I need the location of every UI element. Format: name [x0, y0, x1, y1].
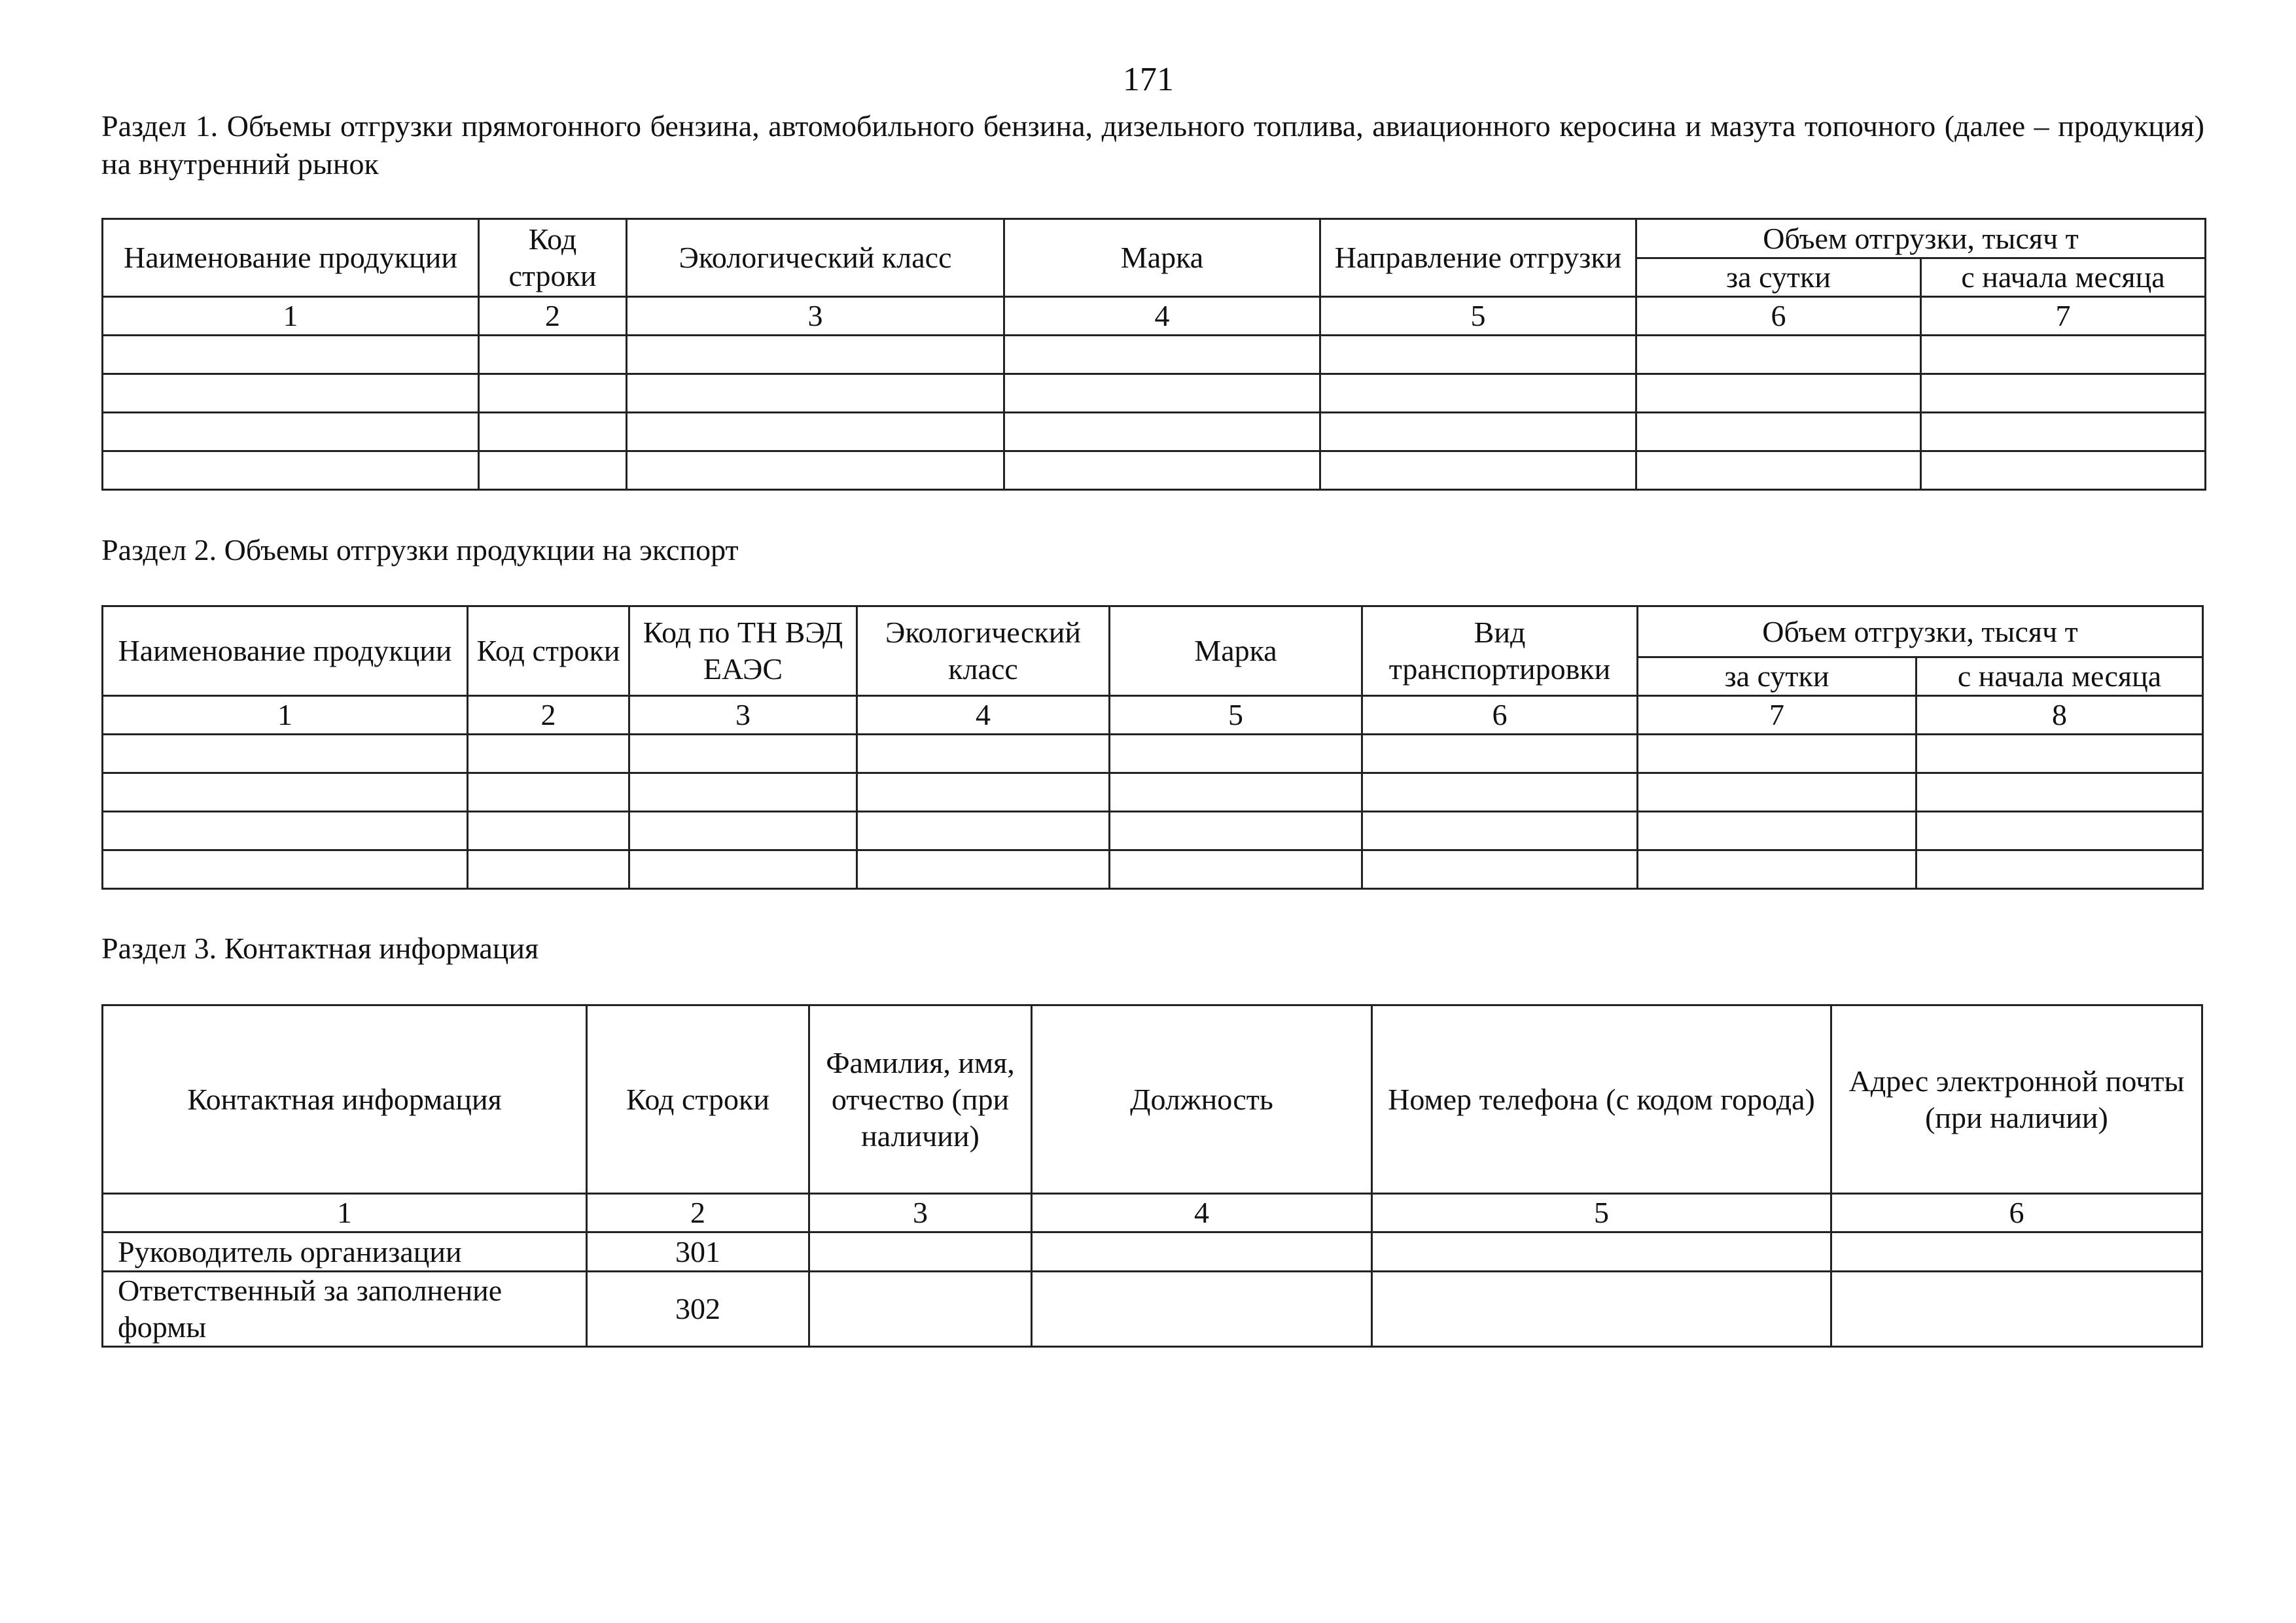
table-cell[interactable]	[1831, 1272, 2202, 1347]
table-cell[interactable]	[1362, 735, 1638, 773]
table-cell[interactable]	[1921, 451, 2206, 490]
header-position: Должность	[1032, 1005, 1372, 1194]
header-tn-ved-code: Код по ТН ВЭД ЕАЭС	[629, 606, 857, 696]
header-transport-type: Вид транспортировки	[1362, 606, 1638, 696]
table-cell[interactable]	[1636, 451, 1921, 490]
table-cell[interactable]	[809, 1232, 1032, 1272]
table-cell[interactable]	[1362, 773, 1638, 812]
contact-information-table	[101, 1004, 2203, 1348]
table-cell[interactable]	[1916, 735, 2203, 773]
column-number: 6	[1831, 1194, 2202, 1232]
column-number: 7	[1921, 297, 2206, 336]
table-cell[interactable]	[629, 773, 857, 812]
column-number: 2	[468, 696, 629, 735]
column-number: 7	[1638, 696, 1916, 735]
table-cell[interactable]	[1921, 336, 2206, 374]
header-since-month-start: с начала месяца	[1921, 258, 2206, 297]
table-cell[interactable]	[1320, 451, 1636, 490]
table-cell[interactable]	[1110, 850, 1362, 889]
header-shipment-volume: Объем отгрузки, тысяч т	[1638, 606, 2203, 657]
table-cell[interactable]	[103, 374, 479, 413]
table-row	[103, 812, 2203, 850]
header-contact-info: Контактная информация	[103, 1005, 587, 1194]
table-row	[103, 850, 2203, 889]
header-shipment-direction: Направление отгрузки	[1320, 219, 1636, 297]
table-cell[interactable]	[627, 374, 1004, 413]
header-per-day: за сутки	[1636, 258, 1921, 297]
table-cell[interactable]	[1916, 773, 2203, 812]
column-number-row	[103, 696, 2203, 735]
row-code: 302	[587, 1272, 809, 1347]
column-number: 5	[1110, 696, 1362, 735]
table-cell[interactable]	[1638, 773, 1916, 812]
table-cell[interactable]	[103, 451, 479, 490]
domestic-shipments-table	[101, 218, 2206, 491]
table-cell[interactable]	[857, 850, 1110, 889]
header-phone-number: Номер телефона (с кодом города)	[1372, 1005, 1831, 1194]
table-cell[interactable]	[1362, 812, 1638, 850]
header-shipment-volume: Объем отгрузки, тысяч т	[1636, 219, 2206, 258]
table-cell[interactable]	[1004, 336, 1320, 374]
table-cell[interactable]	[103, 812, 468, 850]
table-cell[interactable]	[479, 413, 627, 451]
column-number: 6	[1362, 696, 1638, 735]
table-cell[interactable]	[1362, 850, 1638, 889]
table-header-row	[103, 606, 2203, 657]
table-row	[103, 374, 2206, 413]
header-email: Адрес электронной почты (при наличии)	[1831, 1005, 2202, 1194]
header-line-code: Код строки	[587, 1005, 809, 1194]
table-cell[interactable]	[479, 451, 627, 490]
table-row	[103, 413, 2206, 451]
column-number: 4	[1004, 297, 1320, 336]
table-cell[interactable]	[468, 773, 629, 812]
header-eco-class: Экологический класс	[857, 606, 1110, 696]
table-cell[interactable]	[629, 735, 857, 773]
table-cell[interactable]	[629, 812, 857, 850]
column-number-row	[103, 297, 2206, 336]
table-cell[interactable]	[1636, 374, 1921, 413]
table-cell[interactable]	[479, 374, 627, 413]
column-number: 4	[1032, 1194, 1372, 1232]
column-number: 5	[1372, 1194, 1831, 1232]
table-row	[103, 451, 2206, 490]
row-code: 301	[587, 1232, 809, 1272]
table-cell[interactable]	[1638, 735, 1916, 773]
section-2-title: Раздел 2. Объемы отгрузки продукции на экспорт	[101, 533, 739, 567]
header-since-month-start: с начала месяца	[1916, 657, 2203, 696]
table-row-responsible	[103, 1272, 2202, 1347]
column-number: 5	[1320, 297, 1636, 336]
table-cell[interactable]	[857, 812, 1110, 850]
table-cell[interactable]	[627, 451, 1004, 490]
table-cell[interactable]	[1921, 374, 2206, 413]
table-cell[interactable]	[1004, 451, 1320, 490]
column-number: 1	[103, 297, 479, 336]
table-cell[interactable]	[103, 850, 468, 889]
column-number: 3	[629, 696, 857, 735]
table-row	[103, 336, 2206, 374]
column-number: 1	[103, 1194, 587, 1232]
table-cell[interactable]	[857, 773, 1110, 812]
table-cell[interactable]	[627, 336, 1004, 374]
column-number: 8	[1916, 696, 2203, 735]
column-number: 4	[857, 696, 1110, 735]
table-cell[interactable]	[809, 1272, 1032, 1347]
table-cell[interactable]	[1916, 850, 2203, 889]
table-row	[103, 735, 2203, 773]
column-number: 1	[103, 696, 468, 735]
table-header-row	[103, 219, 2206, 258]
table-cell[interactable]	[1636, 336, 1921, 374]
column-number: 6	[1636, 297, 1921, 336]
header-line-code: Код строки	[468, 606, 629, 696]
table-cell[interactable]	[468, 850, 629, 889]
table-cell[interactable]	[103, 773, 468, 812]
table-cell[interactable]	[1004, 413, 1320, 451]
header-per-day: за сутки	[1638, 657, 1916, 696]
table-cell[interactable]	[627, 413, 1004, 451]
table-cell[interactable]	[1320, 413, 1636, 451]
table-cell[interactable]	[857, 735, 1110, 773]
table-cell[interactable]	[1110, 812, 1362, 850]
table-cell[interactable]	[103, 735, 468, 773]
table-cell[interactable]	[1638, 850, 1916, 889]
table-row	[103, 773, 2203, 812]
table-cell[interactable]	[1372, 1272, 1831, 1347]
table-cell[interactable]	[103, 413, 479, 451]
table-cell[interactable]	[479, 336, 627, 374]
table-cell[interactable]	[629, 850, 857, 889]
column-number: 3	[627, 297, 1004, 336]
column-number: 2	[479, 297, 627, 336]
table-cell[interactable]	[1320, 374, 1636, 413]
column-number-row	[103, 1194, 2202, 1232]
header-product-name: Наименование продукции	[103, 219, 479, 297]
table-cell[interactable]	[1110, 735, 1362, 773]
table-header-row	[103, 1005, 2202, 1194]
table-cell[interactable]	[468, 812, 629, 850]
table-cell[interactable]	[1110, 773, 1362, 812]
table-cell[interactable]	[1372, 1232, 1831, 1272]
header-eco-class: Экологический класс	[627, 219, 1004, 297]
table-cell[interactable]	[468, 735, 629, 773]
table-cell[interactable]	[1004, 374, 1320, 413]
table-cell[interactable]	[1320, 336, 1636, 374]
section-3-title: Раздел 3. Контактная информация	[101, 932, 539, 965]
table-cell[interactable]	[1032, 1272, 1372, 1347]
table-cell[interactable]	[1916, 812, 2203, 850]
table-cell[interactable]	[1831, 1232, 2202, 1272]
table-row-manager	[103, 1232, 2202, 1272]
header-brand: Марка	[1110, 606, 1362, 696]
table-cell[interactable]	[1638, 812, 1916, 850]
column-number: 3	[809, 1194, 1032, 1232]
header-full-name: Фамилия, имя, отчество (при наличии)	[809, 1005, 1032, 1194]
page-number: 171	[1123, 61, 1174, 98]
table-cell[interactable]	[103, 336, 479, 374]
section-1-title: Раздел 1. Объемы отгрузки прямогонного бензина, автомобильного бензина, дизельного топлива, авиационного керосина и мазута топочного (далее – продукция) на внутренний рынок	[101, 109, 2204, 181]
table-cell[interactable]	[1032, 1232, 1372, 1272]
export-shipments-table	[101, 605, 2204, 890]
header-product-name: Наименование продукции	[103, 606, 468, 696]
column-number: 2	[587, 1194, 809, 1232]
table-cell[interactable]	[1921, 413, 2206, 451]
header-line-code: Код строки	[479, 219, 627, 297]
header-brand: Марка	[1004, 219, 1320, 297]
row-label: Руководитель организации	[103, 1232, 587, 1272]
table-cell[interactable]	[1636, 413, 1921, 451]
row-label: Ответственный за заполнение формы	[103, 1272, 587, 1347]
